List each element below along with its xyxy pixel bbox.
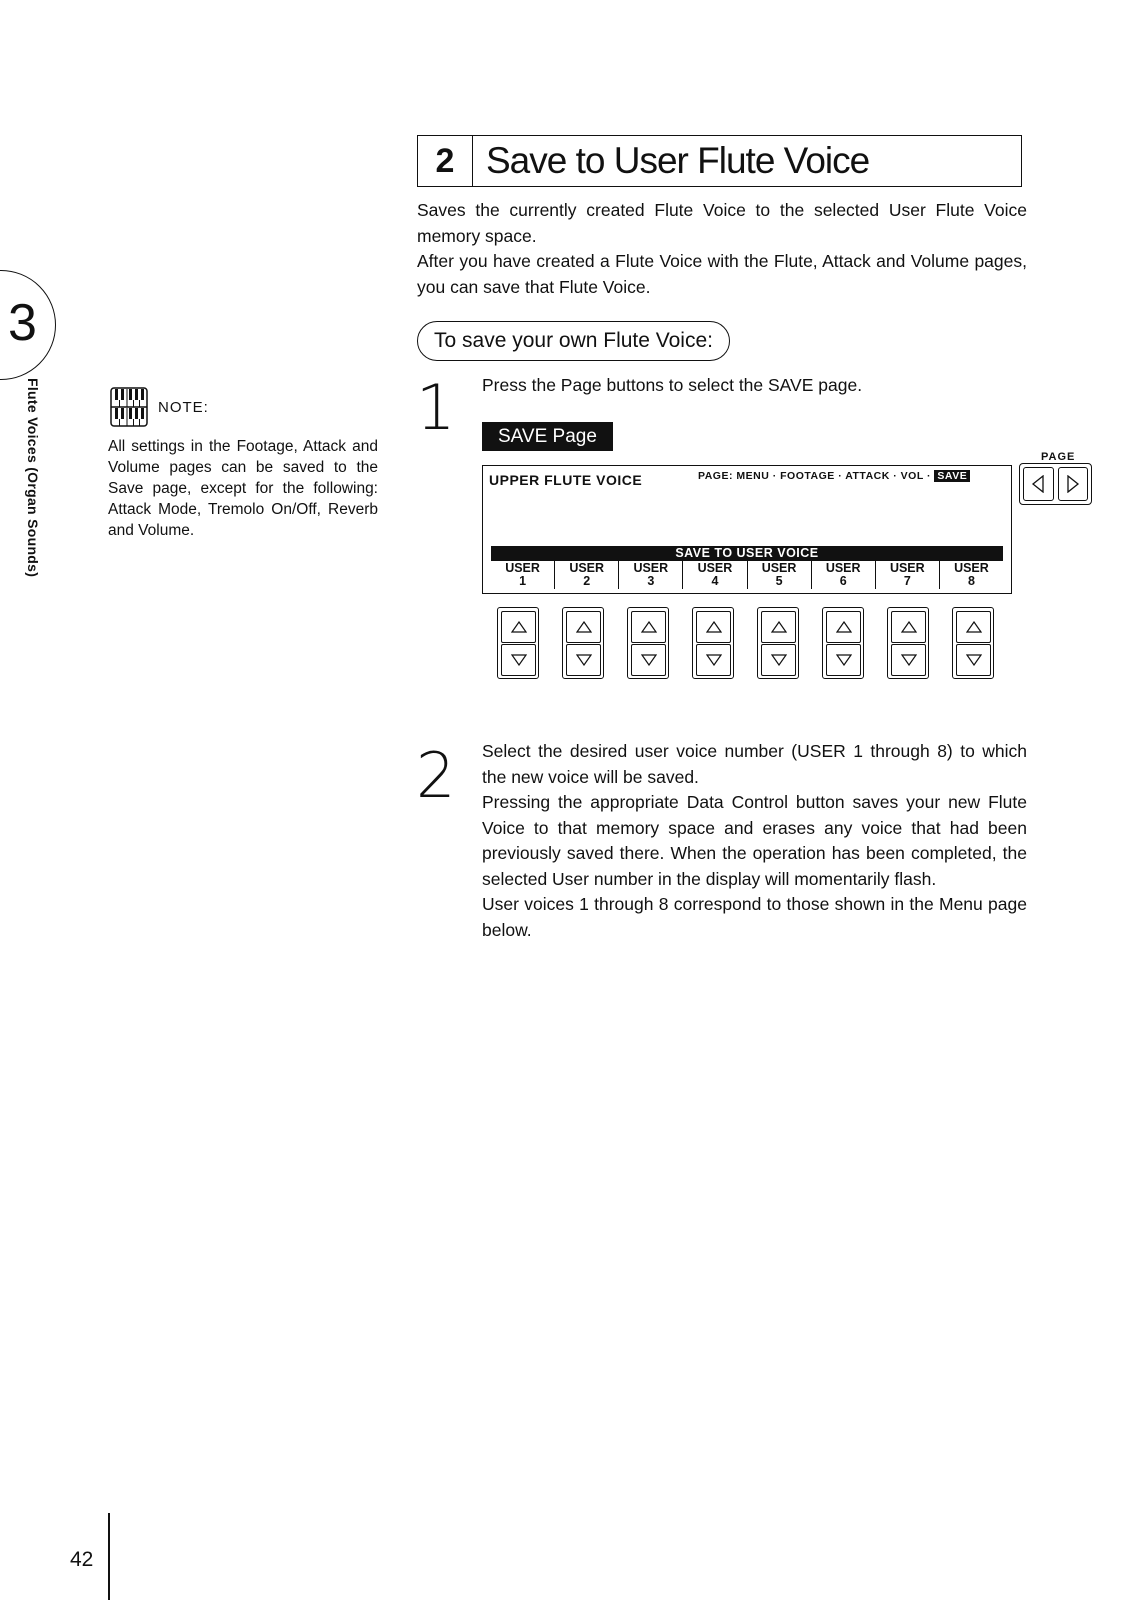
display-page-nav xyxy=(698,470,970,482)
triangle-down-icon xyxy=(706,654,722,666)
data-control-button xyxy=(822,607,864,679)
user-slot-number: 3 xyxy=(647,574,655,588)
data-control-button xyxy=(627,607,669,679)
display-nav-active: SAVE xyxy=(934,470,970,482)
data-control-up-button[interactable] xyxy=(761,611,796,643)
data-control-down-button[interactable] xyxy=(761,644,796,676)
data-control-up-button[interactable] xyxy=(826,611,861,643)
triangle-left-icon xyxy=(1031,475,1045,493)
data-control-up-button[interactable] xyxy=(696,611,731,643)
data-control-down-button[interactable] xyxy=(891,644,926,676)
step-text: Press the Page buttons to select the SAVE page. xyxy=(482,375,863,395)
triangle-right-icon xyxy=(1066,475,1080,493)
user-slot-label: USER xyxy=(954,561,989,575)
triangle-up-icon xyxy=(771,621,787,633)
note-text: All settings in the Footage, Attack and Volume pages can be saved to the Save page, except for the following: Attack Mode, Tremolo On/Off, Reverb and Volume. xyxy=(108,438,378,539)
data-control-button xyxy=(887,607,929,679)
user-slot xyxy=(812,561,876,589)
user-slot-number: 7 xyxy=(903,574,911,588)
user-slot-label: USER xyxy=(889,561,925,575)
triangle-up-icon xyxy=(706,621,722,633)
triangle-down-icon xyxy=(641,654,657,666)
save-page-tag: SAVE Page xyxy=(482,422,613,451)
step-paragraph: Select the desired user voice number (USER 1 through 8) to which the new voice will be saved. xyxy=(482,741,1027,787)
user-slot-label: USER xyxy=(569,561,605,575)
data-control-button xyxy=(497,607,539,679)
triangle-up-icon xyxy=(511,621,527,633)
chapter-number: 3 xyxy=(8,294,37,352)
data-control-up-button[interactable] xyxy=(501,611,536,643)
triangle-down-icon xyxy=(511,654,527,666)
intro-paragraph: Saves the currently created Flute Voice to the selected User Flute Voice memory space. xyxy=(417,200,1027,246)
data-control-up-button[interactable] xyxy=(631,611,666,643)
user-slot-number: 8 xyxy=(967,574,975,588)
user-slot xyxy=(683,561,747,589)
intro-paragraph: After you have created a Flute Voice with the Flute, Attack and Volume pages, you can save that Flute Voice. xyxy=(417,251,1027,297)
data-control-down-button[interactable] xyxy=(631,644,666,676)
display-user-slots xyxy=(491,561,1003,589)
user-slot-number: 5 xyxy=(775,574,783,588)
data-control-button xyxy=(562,607,604,679)
data-control-down-button[interactable] xyxy=(566,644,601,676)
note-label: NOTE: xyxy=(158,399,209,416)
user-slot-label: USER xyxy=(505,561,540,575)
page-left-button[interactable] xyxy=(1023,467,1054,501)
user-slot xyxy=(748,561,812,589)
chapter-side-title: Flute Voices (Organ Sounds) xyxy=(25,378,41,578)
data-control-down-button[interactable] xyxy=(501,644,536,676)
section-title: Save to User Flute Voice xyxy=(486,140,870,181)
display-nav-pages: PAGE: MENU · FOOTAGE · ATTACK · VOL · xyxy=(698,470,931,482)
page-number: 42 xyxy=(70,1548,94,1571)
triangle-up-icon xyxy=(836,621,852,633)
step-paragraph: User voices 1 through 8 correspond to those shown in the Menu page below. xyxy=(482,894,1027,940)
display-title: UPPER FLUTE VOICE xyxy=(489,472,643,488)
step-number: 1 xyxy=(416,371,456,444)
user-slot-label: USER xyxy=(633,561,669,575)
procedure-label: To save your own Flute Voice: xyxy=(417,321,730,361)
triangle-down-icon xyxy=(836,654,852,666)
data-control-up-button[interactable] xyxy=(566,611,601,643)
data-control-button xyxy=(692,607,734,679)
section-header xyxy=(417,135,1022,187)
user-slot-number: 2 xyxy=(583,574,591,588)
intro-text xyxy=(417,198,1027,300)
data-control-button xyxy=(757,607,799,679)
page-buttons xyxy=(1019,463,1092,505)
triangle-up-icon xyxy=(576,621,592,633)
page-right-button[interactable] xyxy=(1058,467,1089,501)
step-text xyxy=(482,739,1027,943)
triangle-up-icon xyxy=(641,621,657,633)
user-slot xyxy=(491,561,555,589)
page-number-rule xyxy=(108,1513,110,1600)
user-slot xyxy=(940,561,1003,589)
keyboard-note-icon xyxy=(110,387,148,427)
data-control-up-button[interactable] xyxy=(956,611,991,643)
section-number: 2 xyxy=(418,136,473,186)
user-slot-label: USER xyxy=(761,561,797,575)
step-number: 2 xyxy=(416,739,456,812)
triangle-down-icon xyxy=(966,654,982,666)
user-slot-number: 1 xyxy=(519,574,527,588)
data-control-up-button[interactable] xyxy=(891,611,926,643)
user-slot-number: 4 xyxy=(711,574,719,588)
data-control-buttons xyxy=(497,607,997,679)
user-slot-label: USER xyxy=(697,561,733,575)
triangle-down-icon xyxy=(771,654,787,666)
triangle-down-icon xyxy=(576,654,592,666)
data-control-down-button[interactable] xyxy=(956,644,991,676)
data-control-button xyxy=(952,607,994,679)
step-paragraph: Pressing the appropriate Data Control button saves your new Flute Voice to that memory space and erases any voice that had been previously saved there. When the operation has been completed, the selected User number in the display will momentarily flash. xyxy=(482,792,1027,889)
user-slot-label: USER xyxy=(825,561,861,575)
data-control-down-button[interactable] xyxy=(826,644,861,676)
data-control-down-button[interactable] xyxy=(696,644,731,676)
user-slot-number: 6 xyxy=(839,574,847,588)
page-buttons-label: PAGE xyxy=(1041,451,1076,463)
display-function-bar: SAVE TO USER VOICE xyxy=(491,546,1003,561)
user-slot xyxy=(876,561,940,589)
lcd-display xyxy=(482,465,1012,594)
triangle-down-icon xyxy=(901,654,917,666)
user-slot xyxy=(619,561,683,589)
triangle-up-icon xyxy=(966,621,982,633)
user-slot xyxy=(555,561,619,589)
triangle-up-icon xyxy=(901,621,917,633)
